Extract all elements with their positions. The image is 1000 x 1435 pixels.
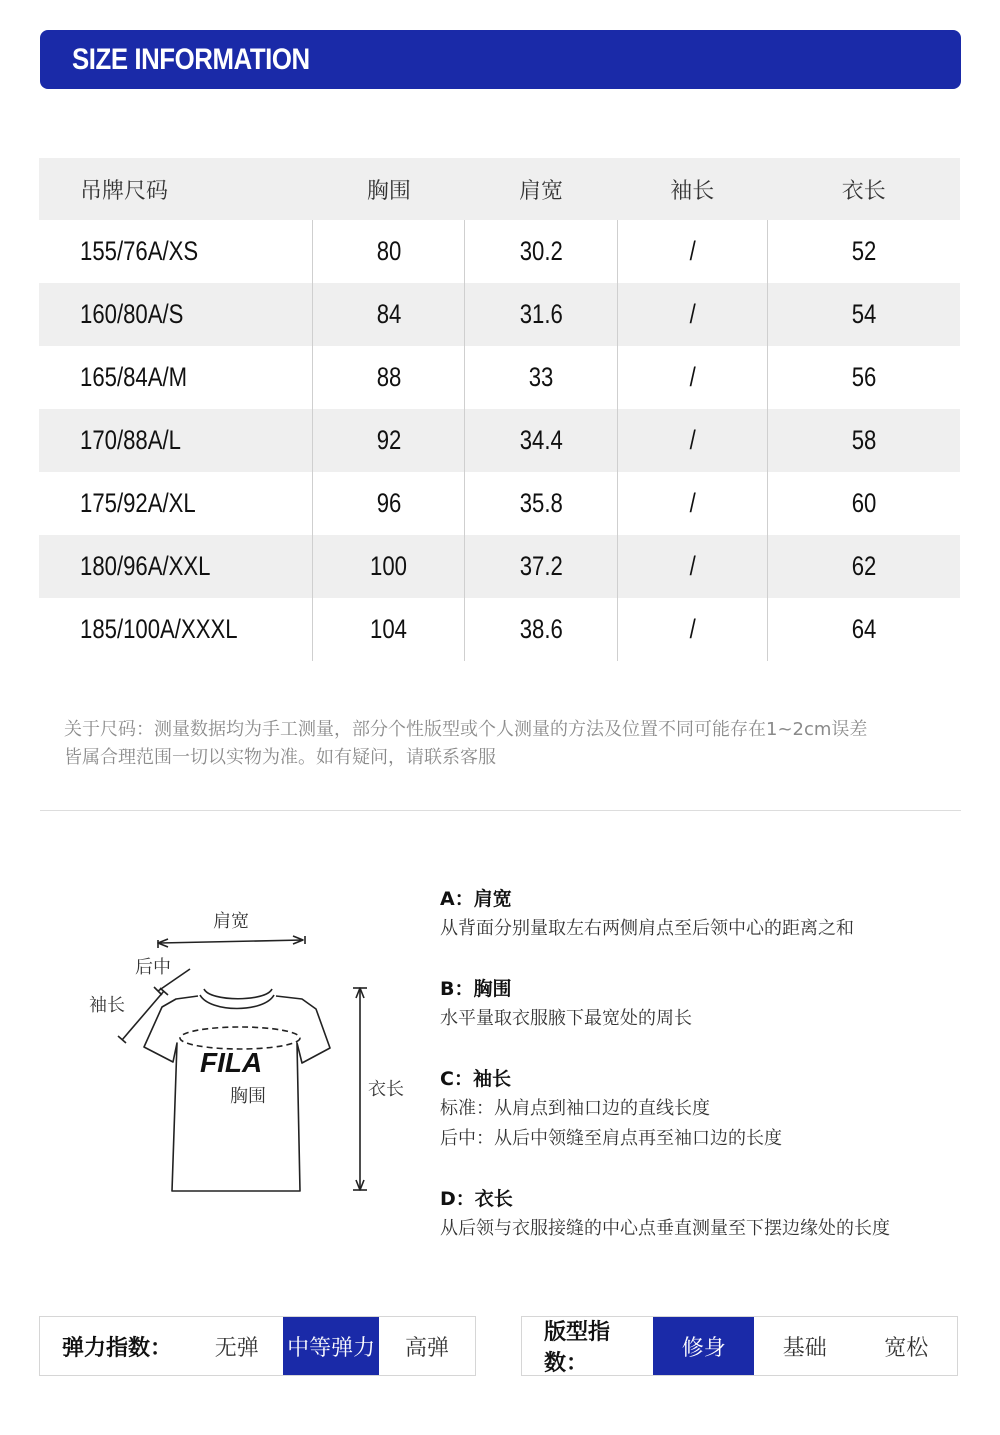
shoulder-cell: 38.6 bbox=[465, 598, 617, 661]
table-row bbox=[39, 472, 960, 535]
elasticity-option-high[interactable]: 高弹 bbox=[405, 1335, 450, 1361]
shoulder-cell: 34.4 bbox=[465, 409, 617, 472]
size-info-header bbox=[40, 30, 961, 89]
sleeve-cell: / bbox=[617, 472, 767, 535]
shoulder-cell: 33 bbox=[465, 346, 617, 409]
length-cell: 56 bbox=[767, 346, 960, 409]
definition-length bbox=[440, 1184, 980, 1244]
fit-option-slim[interactable]: 修身 bbox=[653, 1317, 754, 1375]
definition-text: 从后领与衣服接缝的中心点垂直测量至下摆边缘处的长度 bbox=[440, 1218, 890, 1239]
definition-text: 从背面分别量取左右两侧肩点至后领中心的距离之和 bbox=[440, 918, 854, 939]
column-header-length: 衣长 bbox=[767, 158, 960, 220]
sleeve-cell: / bbox=[617, 598, 767, 661]
back-center-label: 后中 bbox=[135, 957, 171, 978]
chest-label: 胸围 bbox=[230, 1086, 266, 1107]
sleeve-label: 袖长 bbox=[89, 995, 125, 1016]
sleeve-cell: / bbox=[617, 409, 767, 472]
column-header-size: 吊牌尺码 bbox=[39, 158, 313, 220]
definition-title: D：衣长 bbox=[440, 1188, 513, 1210]
length-cell: 58 bbox=[767, 409, 960, 472]
size-note bbox=[64, 716, 964, 772]
definition-title: A：肩宽 bbox=[440, 888, 512, 910]
sleeve-cell: / bbox=[617, 346, 767, 409]
length-cell: 64 bbox=[767, 598, 960, 661]
chest-cell: 104 bbox=[313, 598, 465, 661]
table-row bbox=[39, 598, 960, 661]
size-cell: 185/100A/XXXL bbox=[80, 614, 238, 644]
chest-cell: 92 bbox=[313, 409, 465, 472]
column-header-shoulder: 肩宽 bbox=[465, 158, 617, 220]
column-header-chest: 胸围 bbox=[313, 158, 465, 220]
size-cell: 155/76A/XS bbox=[80, 236, 199, 266]
chest-cell: 100 bbox=[313, 535, 465, 598]
definition-text: 标准：从肩点到袖口边的直线长度 bbox=[440, 1098, 710, 1119]
definition-chest bbox=[440, 974, 980, 1034]
definition-sleeve bbox=[440, 1064, 980, 1154]
table-row bbox=[39, 409, 960, 472]
header-title: SIZE INFORMATION bbox=[72, 43, 310, 76]
elasticity-label: 弹力指数： bbox=[62, 1335, 173, 1361]
definition-text: 后中：从后中领缝至肩点再至袖口边的长度 bbox=[440, 1128, 782, 1149]
size-cell: 165/84A/M bbox=[80, 362, 188, 392]
note-line-2: 皆属合理范围一切以实物为准。如有疑问，请联系客服 bbox=[64, 747, 496, 768]
elasticity-index bbox=[39, 1316, 476, 1376]
measurement-diagram bbox=[80, 895, 420, 1205]
measurement-definitions bbox=[440, 884, 980, 1274]
size-cell: 175/92A/XL bbox=[80, 488, 196, 518]
shoulder-cell: 37.2 bbox=[465, 535, 617, 598]
table-row bbox=[39, 346, 960, 409]
size-cell: 170/88A/L bbox=[39, 409, 313, 472]
chest-cell: 96 bbox=[313, 472, 465, 535]
chest-cell: 84 bbox=[313, 283, 465, 346]
table-row bbox=[39, 535, 960, 598]
elasticity-option-medium[interactable]: 中等弹力 bbox=[283, 1317, 379, 1375]
shoulder-cell: 30.2 bbox=[465, 220, 617, 283]
tshirt-illustration bbox=[80, 895, 420, 1205]
sleeve-cell: / bbox=[617, 283, 767, 346]
length-cell: 52 bbox=[767, 220, 960, 283]
shoulder-label: 肩宽 bbox=[213, 911, 249, 932]
table-header-row bbox=[39, 158, 960, 220]
table-row bbox=[39, 283, 960, 346]
fit-label: 版型指数： bbox=[544, 1320, 611, 1376]
size-cell: 160/80A/S bbox=[39, 283, 313, 346]
fit-option-loose[interactable]: 宽松 bbox=[884, 1335, 929, 1361]
definition-title: C：袖长 bbox=[440, 1068, 511, 1090]
sleeve-cell: / bbox=[617, 220, 767, 283]
fit-option-regular[interactable]: 基础 bbox=[782, 1335, 827, 1361]
length-cell: 60 bbox=[767, 472, 960, 535]
length-cell: 54 bbox=[767, 283, 960, 346]
length-cell: 62 bbox=[767, 535, 960, 598]
shoulder-cell: 31.6 bbox=[465, 283, 617, 346]
column-header-sleeve: 袖长 bbox=[617, 158, 767, 220]
chest-cell: 80 bbox=[313, 220, 465, 283]
chest-cell: 88 bbox=[313, 346, 465, 409]
table-row bbox=[39, 220, 960, 283]
sleeve-cell: / bbox=[617, 535, 767, 598]
definition-text: 水平量取衣服腋下最宽处的周长 bbox=[440, 1008, 692, 1029]
fila-logo: FILA bbox=[200, 1047, 263, 1078]
section-divider bbox=[40, 810, 961, 811]
fit-index bbox=[521, 1316, 958, 1376]
definition-shoulder bbox=[440, 884, 980, 944]
definition-title: B：胸围 bbox=[440, 978, 512, 1000]
size-cell: 180/96A/XXL bbox=[39, 535, 313, 598]
note-line-1: 关于尺码：测量数据均为手工测量，部分个性版型或个人测量的方法及位置不同可能存在1~2cm误差 bbox=[64, 719, 868, 740]
length-label: 衣长 bbox=[368, 1079, 404, 1100]
shoulder-cell: 35.8 bbox=[465, 472, 617, 535]
size-table bbox=[39, 158, 960, 661]
elasticity-option-none[interactable]: 无弹 bbox=[214, 1335, 259, 1361]
